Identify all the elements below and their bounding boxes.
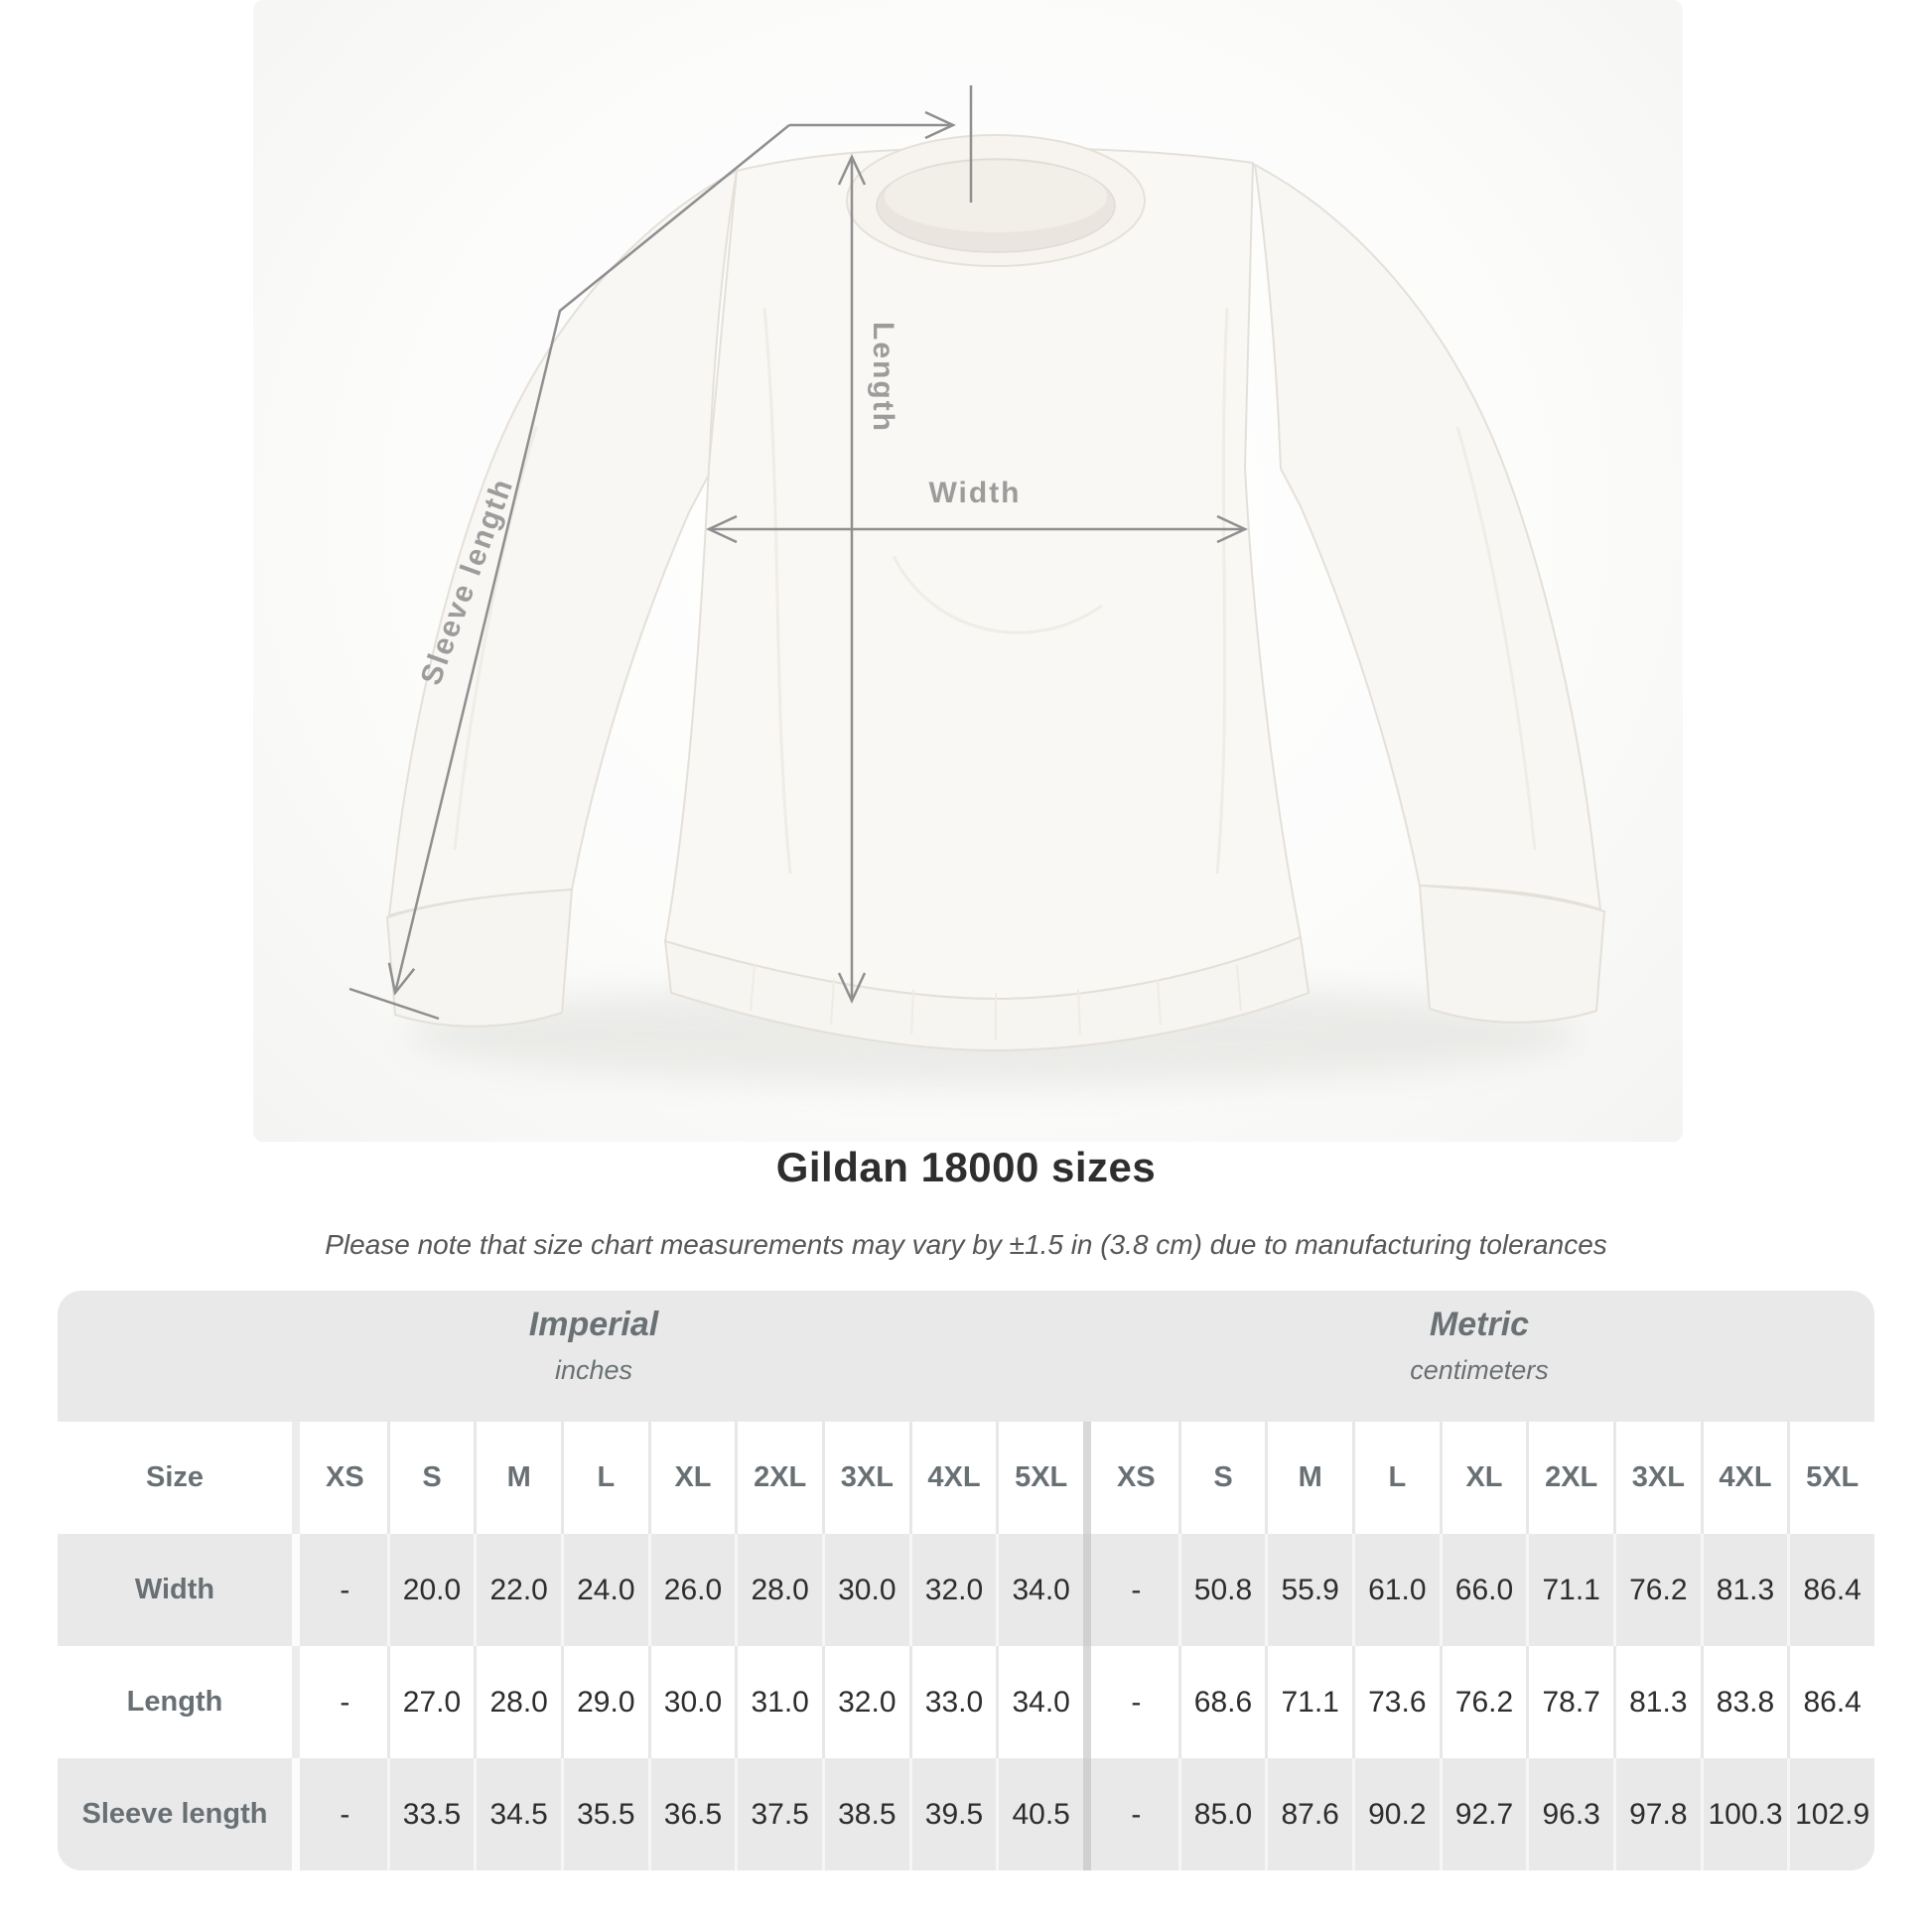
imperial-header-group (529, 1307, 658, 1386)
table-cell: 90.2 (1352, 1758, 1440, 1870)
table-cell: 28.0 (474, 1646, 561, 1758)
table-cell: 86.4 (1787, 1646, 1874, 1758)
chart-title: Gildan 18000 sizes (775, 1144, 1157, 1190)
table-row-width (58, 1534, 1874, 1646)
size-header: 4XL (909, 1422, 997, 1534)
table-cell: 36.5 (648, 1758, 736, 1870)
unit-divider (1083, 1422, 1091, 1534)
imperial-title: Imperial (528, 1306, 659, 1343)
table-cell: 29.0 (561, 1646, 648, 1758)
size-header: 3XL (822, 1422, 909, 1534)
size-table (58, 1291, 1874, 1870)
table-cell: 50.8 (1178, 1534, 1266, 1646)
row-label: Width (134, 1574, 215, 1605)
size-header: XL (1440, 1422, 1527, 1534)
size-header: M (1265, 1422, 1352, 1534)
table-cell: 86.4 (1787, 1534, 1874, 1646)
column-gap (292, 1646, 300, 1758)
table-cell: - (340, 1573, 350, 1606)
size-header: 2XL (1526, 1422, 1613, 1534)
table-cell: 96.3 (1526, 1758, 1613, 1870)
table-cell: 102.9 (1787, 1758, 1874, 1870)
table-cell: 76.2 (1440, 1646, 1527, 1758)
table-cell: - (340, 1797, 350, 1831)
table-cell: 85.0 (1178, 1758, 1266, 1870)
table-cell: 92.7 (1440, 1758, 1527, 1870)
table-cell: - (1131, 1685, 1142, 1719)
right-sleeve (1255, 165, 1600, 909)
table-cell: 32.0 (822, 1646, 909, 1758)
table-cell: 27.0 (387, 1646, 475, 1758)
size-header: 2XL (735, 1422, 822, 1534)
table-header-row (58, 1422, 1874, 1534)
table-cell: 87.6 (1265, 1758, 1352, 1870)
table-cell: 31.0 (735, 1646, 822, 1758)
collar-inner-back (885, 161, 1107, 232)
table-cell: 28.0 (735, 1534, 822, 1646)
size-header: 4XL (1701, 1422, 1788, 1534)
table-cell: 61.0 (1352, 1534, 1440, 1646)
sleeve-length-label: Sleeve length (414, 473, 520, 690)
size-header: L (561, 1422, 648, 1534)
unit-divider (1083, 1758, 1091, 1870)
size-header: XS (1116, 1461, 1156, 1493)
size-column-header: Size (145, 1461, 205, 1493)
table-cell: 97.8 (1613, 1758, 1701, 1870)
metric-header-group (1410, 1307, 1549, 1386)
table-cell: - (340, 1685, 350, 1719)
table-cell: 34.5 (474, 1758, 561, 1870)
table-cell: 34.0 (996, 1646, 1083, 1758)
metric-subtitle: centimeters (1410, 1355, 1549, 1386)
imperial-subtitle: inches (554, 1355, 633, 1386)
size-header: 5XL (1787, 1422, 1874, 1534)
size-header: 5XL (996, 1422, 1083, 1534)
table-cell: 39.5 (909, 1758, 997, 1870)
table-cell: 71.1 (1526, 1534, 1613, 1646)
table-cell: 30.0 (648, 1646, 736, 1758)
table-cell: 20.0 (387, 1534, 475, 1646)
table-cell: 81.3 (1701, 1534, 1788, 1646)
tolerance-note: Please note that size chart measurements may vary by ±1.5 in (3.8 cm) due to manufacturing tolerances (325, 1229, 1607, 1260)
size-header: S (387, 1422, 475, 1534)
metric-title: Metric (1429, 1306, 1530, 1343)
size-header: 3XL (1613, 1422, 1701, 1534)
table-cell: 24.0 (561, 1534, 648, 1646)
table-cell: 78.7 (1526, 1646, 1613, 1758)
table-row-sleeve-length (58, 1758, 1874, 1870)
table-cell: - (1131, 1573, 1142, 1606)
column-gap (292, 1758, 300, 1870)
sweatshirt-image (387, 135, 1604, 1086)
table-cell: 22.0 (474, 1534, 561, 1646)
table-cell: - (1131, 1797, 1142, 1831)
table-cell: 100.3 (1701, 1758, 1788, 1870)
table-cell: 81.3 (1613, 1646, 1701, 1758)
table-cell: 76.2 (1613, 1534, 1701, 1646)
body (665, 147, 1301, 999)
table-cell: 26.0 (648, 1534, 736, 1646)
right-cuff (1420, 886, 1604, 1023)
table-cell: 33.0 (909, 1646, 997, 1758)
width-label: Width (928, 477, 1022, 509)
column-gap (292, 1534, 300, 1646)
size-header: M (474, 1422, 561, 1534)
size-header: XL (648, 1422, 736, 1534)
size-header: S (1178, 1422, 1266, 1534)
size-header: L (1352, 1422, 1440, 1534)
row-label: Sleeve length (81, 1798, 268, 1830)
table-cell: 37.5 (735, 1758, 822, 1870)
table-cell: 73.6 (1352, 1646, 1440, 1758)
table-cell: 33.5 (387, 1758, 475, 1870)
table-cell: 68.6 (1178, 1646, 1266, 1758)
table-cell: 35.5 (561, 1758, 648, 1870)
table-cell: 38.5 (822, 1758, 909, 1870)
table-row-length (58, 1646, 1874, 1758)
table-cell: 34.0 (996, 1534, 1083, 1646)
unit-divider (1083, 1534, 1091, 1646)
table-cell: 71.1 (1265, 1646, 1352, 1758)
row-label: Length (126, 1686, 223, 1718)
table-cell: 40.5 (996, 1758, 1083, 1870)
unit-divider (1083, 1646, 1091, 1758)
unit-header-band (58, 1291, 1874, 1422)
table-cell: 32.0 (909, 1534, 997, 1646)
length-label: Length (867, 322, 899, 433)
table-cell: 55.9 (1265, 1534, 1352, 1646)
size-header: XS (325, 1461, 364, 1493)
table-cell: 66.0 (1440, 1534, 1527, 1646)
table-cell: 30.0 (822, 1534, 909, 1646)
table-cell: 83.8 (1701, 1646, 1788, 1758)
column-gap (292, 1422, 300, 1534)
